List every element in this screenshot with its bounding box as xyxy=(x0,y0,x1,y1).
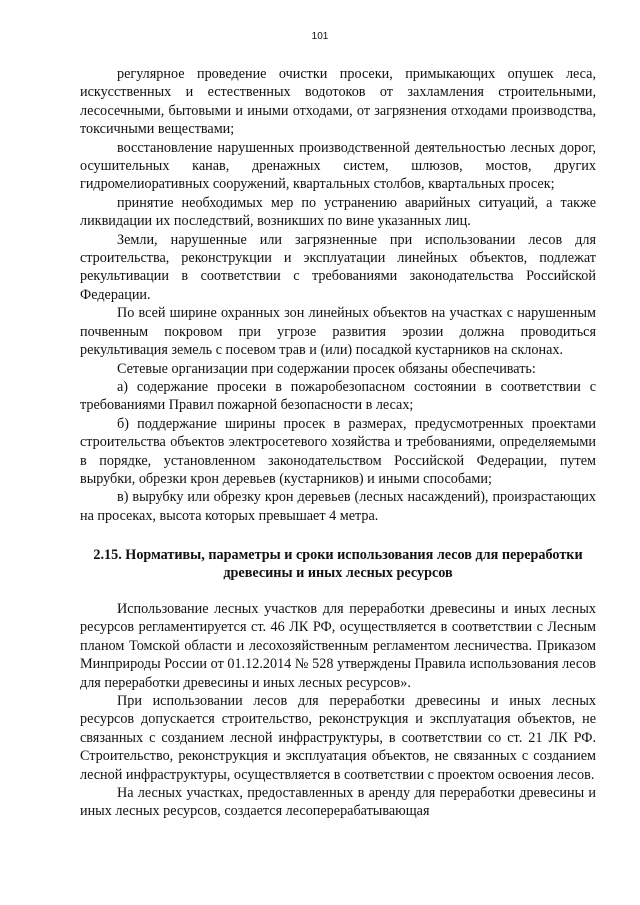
paragraph: На лесных участках, предоставленных в аренду для переработки древесины и иных лесных ресурсов, создается лесоперерабатывающая xyxy=(80,785,596,820)
paragraph: Использование лесных участков для переработки древесины и иных лесных ресурсов регламентируется ст. 46 ЛК РФ, осуществляется в соответствии с Лесным планом Томской области и лесохозяйственным регламентом лесничества. Приказом Минприроды России от 01.12.2014 № 528 утверждены Правила использования лесов для переработки древесины и иных лесных ресурсов». xyxy=(80,601,596,691)
paragraph: При использовании лесов для переработки древесины и иных лесных ресурсов допускается строительство, реконструкция и эксплуатация объектов, не связанных с созданием лесной инфраструктуры, в соответствии со ст. 21 ЛК РФ. Строительство, реконструкция и эксплуатация объектов, не связанных с созданием лесной инфраструктуры, осуществляется в соответствии с проектом освоения лесов. xyxy=(80,693,596,783)
list-item: а) содержание просеки в пожаробезопасном состоянии в соответствии с требованиями Правил пожарной безопасности в лесах; xyxy=(80,378,596,414)
section-top-text xyxy=(80,65,596,525)
paragraph: Сетевые организации при содержании просек обязаны обеспечивать: xyxy=(117,360,536,377)
paragraph: По всей ширине охранных зон линейных объектов на участках с нарушенным почвенным покровом при угрозе развития эрозии должна проводиться рекультивация земель с посевом трав и (или) посадкой кустарников на склонах. xyxy=(80,305,596,359)
paragraph: принятие необходимых мер по устранению аварийных ситуаций, а также ликвидации их последствий, возникших по вине указанных лиц. xyxy=(80,194,596,230)
list-item: в) вырубку или обрезку крон деревьев (лесных насаждений), произрастающих на просеках, высота которых превышает 4 метра. xyxy=(80,489,596,524)
section-215-text xyxy=(80,600,596,821)
list-item: б) поддержание ширины просек в размерах, предусмотренных проектами строительства объектов электросетевого хозяйства и требованиями, определяемыми в порядке, установленном законодательством Российской Федерации, путем вырубки, обрезки крон деревьев (кустарников) и иными способами; xyxy=(80,415,596,487)
paragraph: Земли, нарушенные или загрязненные при использовании лесов для строительства, реконструкции и эксплуатации линейных объектов, подлежат рекультивации в соответствии с требованиями законодательства Российской Федерации. xyxy=(80,231,596,303)
paragraph: восстановление нарушенных производственной деятельностью лесных дорог, осушительных канав, дренажных систем, шлюзов, мостов, других гидромелиоративных сооружений, квартальных столбов, квартальных просек; xyxy=(80,139,596,193)
paragraph: регулярное проведение очистки просеки, примыкающих опушек леса, искусственных и естественных водотоков от захламления строительными, лесосечными, бытовыми и иными отходами, от загрязнения отходами производства, токсичными веществами; xyxy=(80,66,596,138)
section-heading: 2.15. Нормативы, параметры и сроки использования лесов для переработки древесины и иных лесных ресурсов xyxy=(93,547,583,582)
page-number: 101 xyxy=(311,31,329,42)
